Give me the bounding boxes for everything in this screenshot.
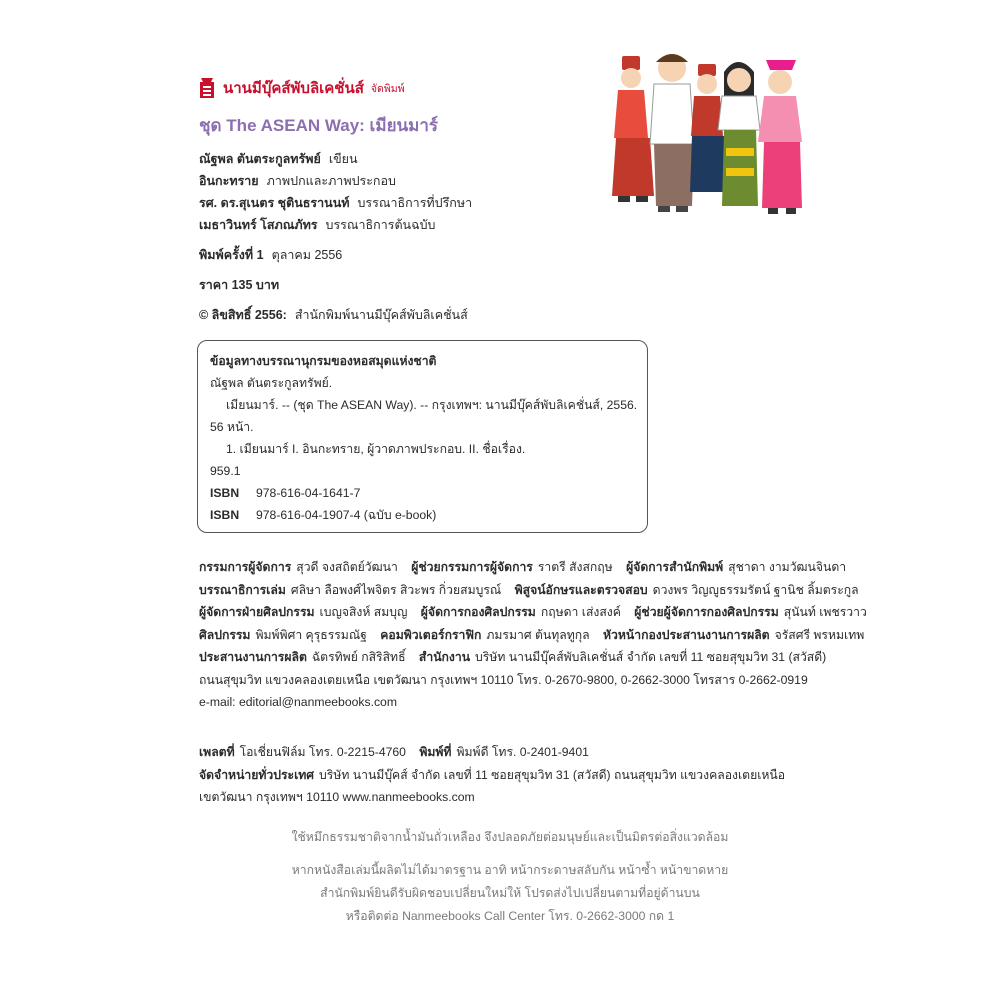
credit-role: บรรณาธิการที่ปรึกษา	[357, 196, 473, 210]
catalog-classification: 959.1	[210, 464, 241, 478]
edition-value: ตุลาคม 2556	[271, 248, 343, 262]
plate-value: โอเชี่ยนฟิล์ม โทร. 0-2215-4760	[239, 745, 406, 759]
staff-role: พิสูจน์อักษรและตรวจสอบ	[514, 582, 648, 597]
address-line: ถนนสุขุมวิท แขวงคลองเตยเหนือ เขตวัฒนา กรุงเทพฯ 10110 โทร. 0-2670-9800, 0-2662-3000 โทรสาร 0-2662-0919	[199, 672, 808, 687]
staff-role: หัวหน้ากองประสานงานการผลิต	[603, 627, 770, 642]
catalog-subjects: 1. เมียนมาร์ I. อินกะทราย, ผู้วาดภาพประกอบ. II. ชื่อเรื่อง.	[226, 442, 526, 456]
staff-row	[199, 624, 865, 647]
credit-role: บรรณาธิการต้นฉบับ	[325, 218, 436, 232]
series-title: ชุด The ASEAN Way: เมียนมาร์	[199, 116, 439, 135]
credit-role: เขียน	[328, 152, 358, 166]
printing-info	[199, 740, 839, 808]
staff-name: ศลิษา ลือพงศ์ไพจิตร สิวะพร กิ่วยสมบูรณ์	[290, 582, 502, 597]
staff-name: ราตรี สังสกฤษ	[537, 560, 613, 574]
footer-note	[200, 826, 820, 928]
print-value: พิมพ์ดี โทร. 0-2401-9401	[456, 745, 589, 759]
staff-name: ฉัตรทิพย์ กสิริสิทธิ์	[311, 650, 406, 664]
credit-name: เมธาวินทร์ โสภณภัทร	[199, 218, 318, 232]
credit-editor	[199, 215, 436, 235]
staff-credits	[199, 556, 867, 714]
distribution-row	[199, 763, 839, 786]
illustration-myanmar-people	[608, 48, 826, 224]
credit-role: ภาพปกและภาพประกอบ	[266, 174, 396, 188]
publisher-line	[197, 76, 405, 100]
plate-label: เพลตที่	[199, 745, 235, 759]
staff-row	[199, 556, 847, 579]
isbn-value: 978-616-04-1907-4 (ฉบับ e-book)	[256, 508, 437, 522]
staff-name: บริษัท นานมีบุ๊คส์พับลิเคชั่นส์ จำกัด เลขที่ 11 ซอยสุขุมวิท 31 (สวัสดี)	[475, 650, 827, 664]
staff-role: สำนักงาน	[418, 650, 471, 664]
catalog-heading: ข้อมูลทางบรรณานุกรมของหอสมุดแห่งชาติ	[210, 354, 437, 368]
staff-role: ผู้จัดการกองศิลปกรรม	[420, 605, 536, 619]
copyright-label: © ลิขสิทธิ์ 2556:	[199, 308, 287, 322]
publisher-role: จัดพิมพ์	[370, 82, 405, 95]
credit-advisor	[199, 193, 472, 213]
isbn-label: ISBN	[210, 508, 240, 522]
credit-name: รศ. ดร.สุเนตร ชุตินธรานนท์	[199, 196, 350, 210]
copyright-line	[199, 305, 468, 325]
distribution-value: บริษัท นานมีบุ๊คส์ จำกัด เลขที่ 11 ซอยสุขุมวิท 31 (สวัสดี) ถนนสุขุมวิท แขวงคลองเตยเหนือ	[319, 767, 786, 782]
staff-name: สุชาดา งามวัฒนจินดา	[728, 560, 847, 574]
staff-name: กฤษดา เส่งสงค์	[540, 605, 621, 619]
staff-role: ผู้ช่วยผู้จัดการกองศิลปกรรม	[634, 605, 779, 619]
staff-role: กรรมการผู้จัดการ	[199, 560, 292, 574]
staff-name: สุวดี จงสถิตย์วัฒนา	[296, 560, 398, 574]
price: ราคา 135 บาท	[199, 278, 280, 292]
staff-role: ประสานงานการผลิต	[199, 650, 307, 664]
printing-row	[199, 740, 839, 763]
staff-row	[199, 646, 839, 669]
staff-role: ผู้จัดการสำนักพิมพ์	[626, 560, 724, 574]
footer-line: ใช้หมึกธรรมชาติจากน้ำมันถั่วเหลือง จึงปลอดภัยต่อมนุษย์และเป็นมิตรต่อสิ่งแวดล้อม	[291, 830, 729, 844]
staff-name: สุนันท์ เพชรวาว	[783, 605, 867, 619]
credit-illustrator	[199, 171, 396, 191]
catalog-isbn-1	[210, 482, 635, 504]
staff-name: เบญจสิงห์ สมบุญ	[319, 605, 408, 619]
edition-line	[199, 245, 342, 265]
distribution-value-2: เขตวัฒนา กรุงเทพฯ 10110 www.nanmeebooks.com	[199, 790, 475, 804]
credit-author	[199, 149, 358, 169]
staff-role: ผู้ช่วยกรรมการผู้จัดการ	[411, 560, 533, 574]
staff-role: บรรณาธิการเล่ม	[199, 582, 286, 597]
catalog-box	[197, 340, 648, 533]
staff-role: ผู้จัดการฝ่ายศิลปกรรม	[199, 605, 315, 619]
catalog-author: ณัฐพล ตันตระกูลทรัพย์.	[210, 376, 333, 390]
catalog-pages: 56 หน้า.	[210, 420, 254, 434]
staff-role: คอมพิวเตอร์กราฟิก	[380, 627, 482, 642]
staff-name: ภมรมาศ ต้นทุลทูกุล	[486, 627, 590, 642]
staff-name: พิมพ์พิศา คุรุธรรมณัฐ	[255, 627, 367, 642]
credit-name: อินกะทราย	[199, 174, 259, 188]
print-label: พิมพ์ที่	[419, 745, 452, 759]
credit-name: ณัฐพล ตันตระกูลทรัพย์	[199, 152, 321, 166]
footer-line: หรือติดต่อ Nanmeebooks Call Center โทร. 0-2662-3000 กด 1	[345, 909, 675, 923]
email-line: e-mail: editorial@nanmeebooks.com	[199, 695, 397, 709]
staff-row	[199, 579, 859, 602]
catalog-title: เมียนมาร์. -- (ชุด The ASEAN Way). -- กรุงเทพฯ: นานมีบุ๊คส์พับลิเคชั่นส์, 2556.	[226, 398, 638, 412]
footer-line: หากหนังสือเล่มนี้ผลิตไม่ได้มาตรฐาน อาทิ หน้ากระดาษสลับกัน หน้าซ้ำ หน้าขาดหาย	[291, 863, 729, 877]
publisher-name: นานมีบุ๊คส์พับลิเคชั่นส์	[223, 80, 364, 97]
copyright-value: สำนักพิมพ์นานมีบุ๊คส์พับลิเคชั่นส์	[294, 308, 468, 322]
footer-line: สำนักพิมพ์ยินดีรับผิดชอบเปลี่ยนใหม่ให้ โปรดส่งไปเปลี่ยนตามที่อยู่ด้านบน	[320, 886, 700, 900]
catalog-isbn-2	[210, 504, 635, 526]
edition-label: พิมพ์ครั้งที่ 1	[199, 248, 264, 262]
distribution-label: จัดจำหน่ายทั่วประเทศ	[199, 767, 315, 782]
isbn-value: 978-616-04-1641-7	[256, 486, 361, 500]
staff-name: ดวงพร วิญญูธรรมรัตน์ ฐานิช ลิ้มตระกูล	[652, 582, 859, 597]
publisher-logo-icon	[197, 76, 217, 100]
staff-row	[199, 601, 867, 624]
staff-name: จรัสศรี พรหมเทพ	[774, 627, 865, 642]
isbn-label: ISBN	[210, 486, 240, 500]
staff-role: ศิลปกรรม	[199, 627, 251, 642]
